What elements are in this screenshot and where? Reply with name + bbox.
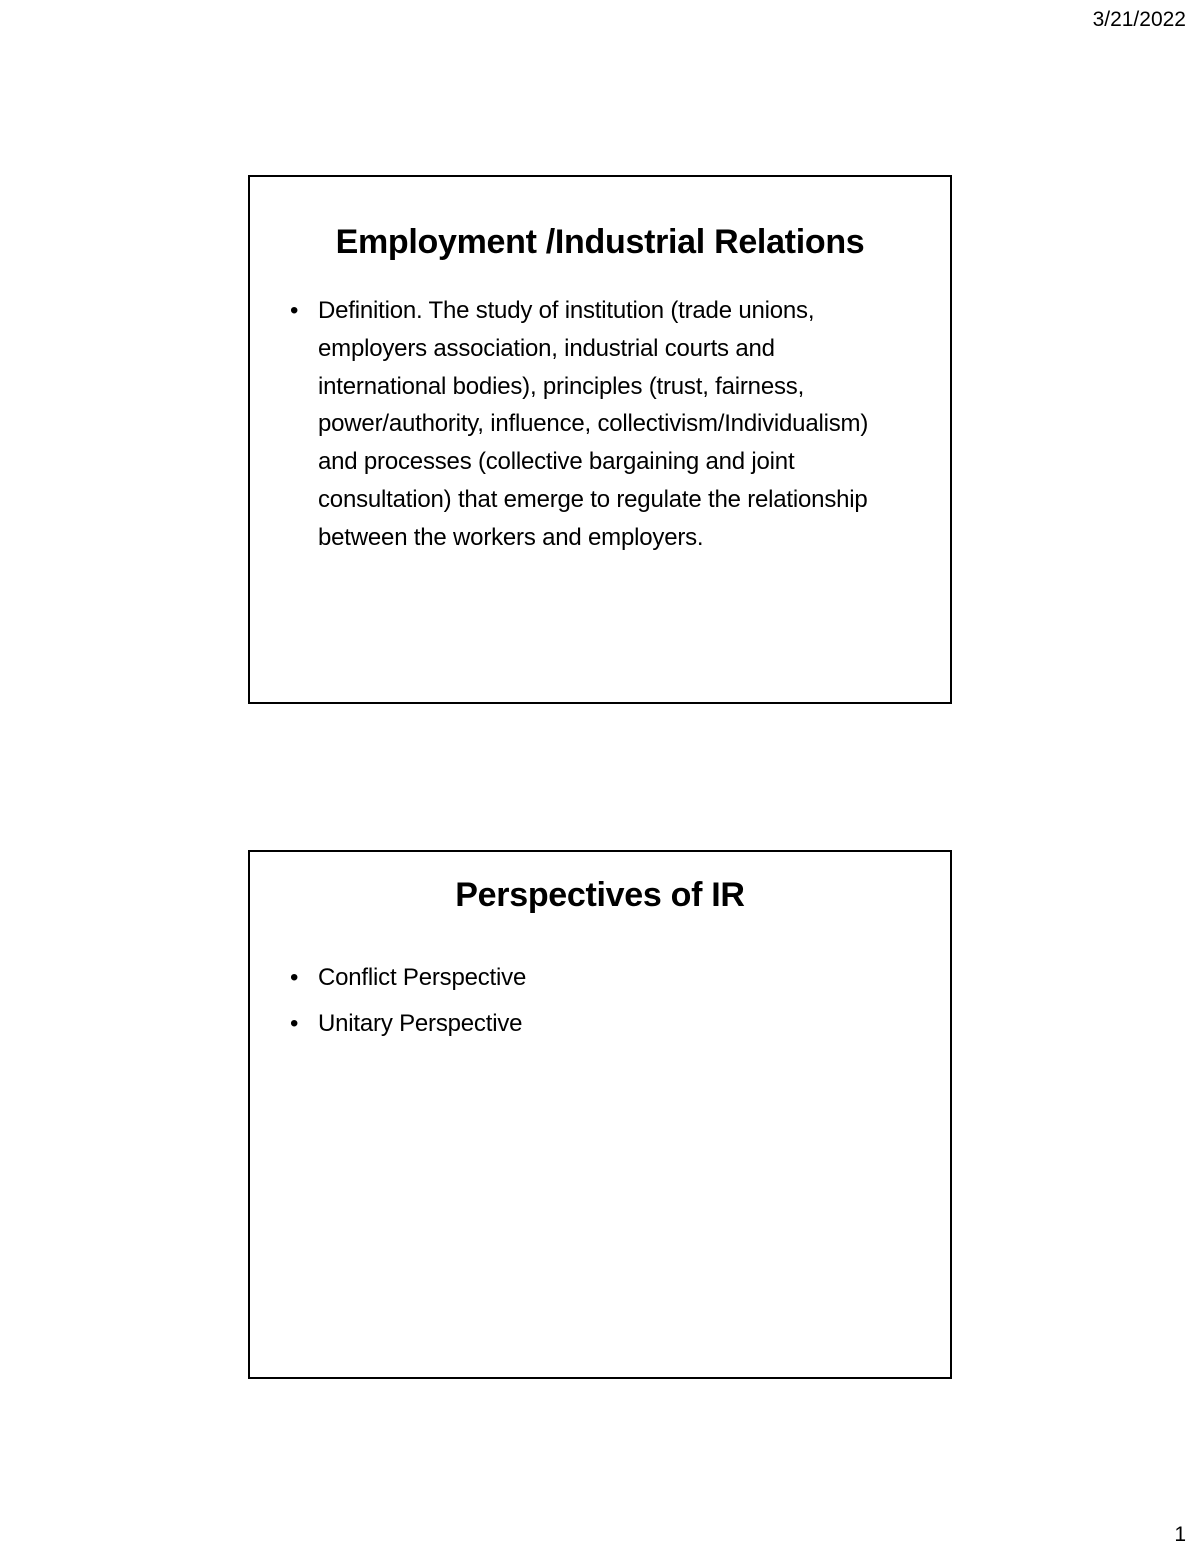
- slide-title: Perspectives of IR: [455, 876, 745, 914]
- slide-perspectives-of-ir: [248, 850, 952, 1379]
- slide-employment-industrial-relations: [248, 175, 952, 704]
- bullet-unitary-perspective: • Unitary Perspective: [318, 1009, 950, 1039]
- bullet-definition: • Definition. The study of institution (trade unions, employers association, industrial courts and international bodies), principles (trust, fairness, power/authority, influence, collectivism/Individualism) and processes (collective bargaining and joint consultation) that emerge to regulate the relationship between the workers and employers.: [318, 292, 898, 557]
- page-number: 1: [1174, 1523, 1186, 1546]
- bullet-list: [250, 292, 950, 557]
- bullet-conflict-perspective: • Conflict Perspective: [318, 963, 950, 993]
- slide-title: Employment /Industrial Relations: [335, 223, 865, 261]
- bullet-list: [250, 963, 950, 1039]
- page-date: 3/21/2022: [1092, 8, 1186, 31]
